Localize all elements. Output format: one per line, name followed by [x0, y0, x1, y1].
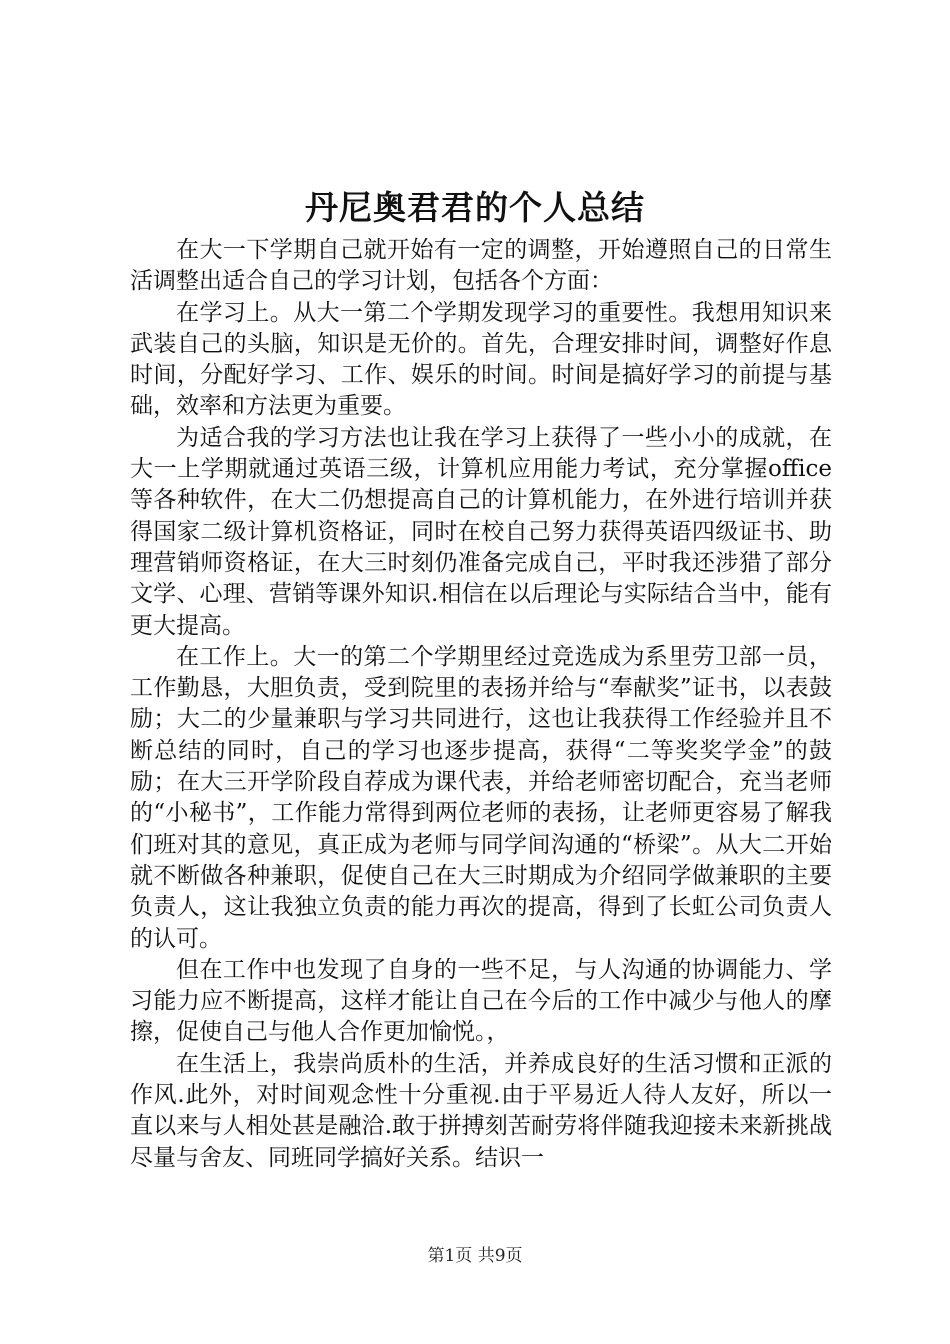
page-number-footer: 第1页 共9页 [427, 1246, 523, 1266]
paragraph-intro: 在大一下学期自己就开始有一定的调整，开始遵照自己的日常生活调整出适合自己的学习计划，包括各个方面： [130, 237, 832, 295]
document-body [130, 235, 832, 1174]
paragraph-shortcomings: 但在工作中也发现了自身的一些不足，与人沟通的协调能力、学习能力应不断提高，这样才能让自己在今后的工作中减少与他人的摩擦，促使自己与他人合作更加愉悦。， [130, 956, 832, 1046]
paragraph-work: 在工作上。大一的第二个学期里经过竞选成为系里劳卫部一员，工作勤恳，大胆负责，受到院里的表扬并给与“奉献奖”证书，以表鼓励；大二的少量兼职与学习共同进行，这也让我获得工作经验并且不断总结的同时，自己的学习也逐步提高，获得“二等奖奖学金”的鼓励；在大三开学阶段自荐成为课代表，并给老师密切配合，充当老师的“小秘书”，工作能力常得到两位老师的表扬，让老师更容易了解我们班对其的意见，真正成为老师与同学间沟通的“桥梁”。从大二开始就不断做各种兼职，促使自己在大三时期成为介绍同学做兼职的主要负责人，这让我独立负责的能力再次的提高，得到了长虹公司负责人的认可。 [130, 643, 832, 952]
paragraph-achievements: 为适合我的学习方法也让我在学习上获得了一些小小的成就，在大一上学期就通过英语三级，计算机应用能力考试，充分掌握office等各种软件，在大二仍想提高自己的计算机能力，在外进行培训并获得国家二级计算机资格证，同时在校自己努力获得英语四级证书、助理营销师资格证，在大三时刻仍准备完成自己，平时我还涉猎了部分文学、心理、营销等课外知识.相信在以后理论与实际结合当中，能有更大提高。 [130, 424, 832, 639]
paragraph-life: 在生活上，我崇尚质朴的生活，并养成良好的生活习惯和正派的作风.此外，对时间观念性十分重视.由于平易近人待人友好，所以一直以来与人相处甚是融洽.敢于拼搏刻苦耐劳将伴随我迎接未来新挑战尽量与舍友、同班同学搞好关系。结识一 [130, 1050, 832, 1171]
document-title: 丹尼奥君君的个人总结 [305, 188, 645, 227]
paragraph-study: 在学习上。从大一第二个学期发现学习的重要性。我想用知识来武装自己的头脑，知识是无价的。首先，合理安排时间，调整好作息时间，分配好学习、工作、娱乐的时间。时间是搞好学习的前提与基础，效率和方法更为重要。 [130, 299, 832, 420]
